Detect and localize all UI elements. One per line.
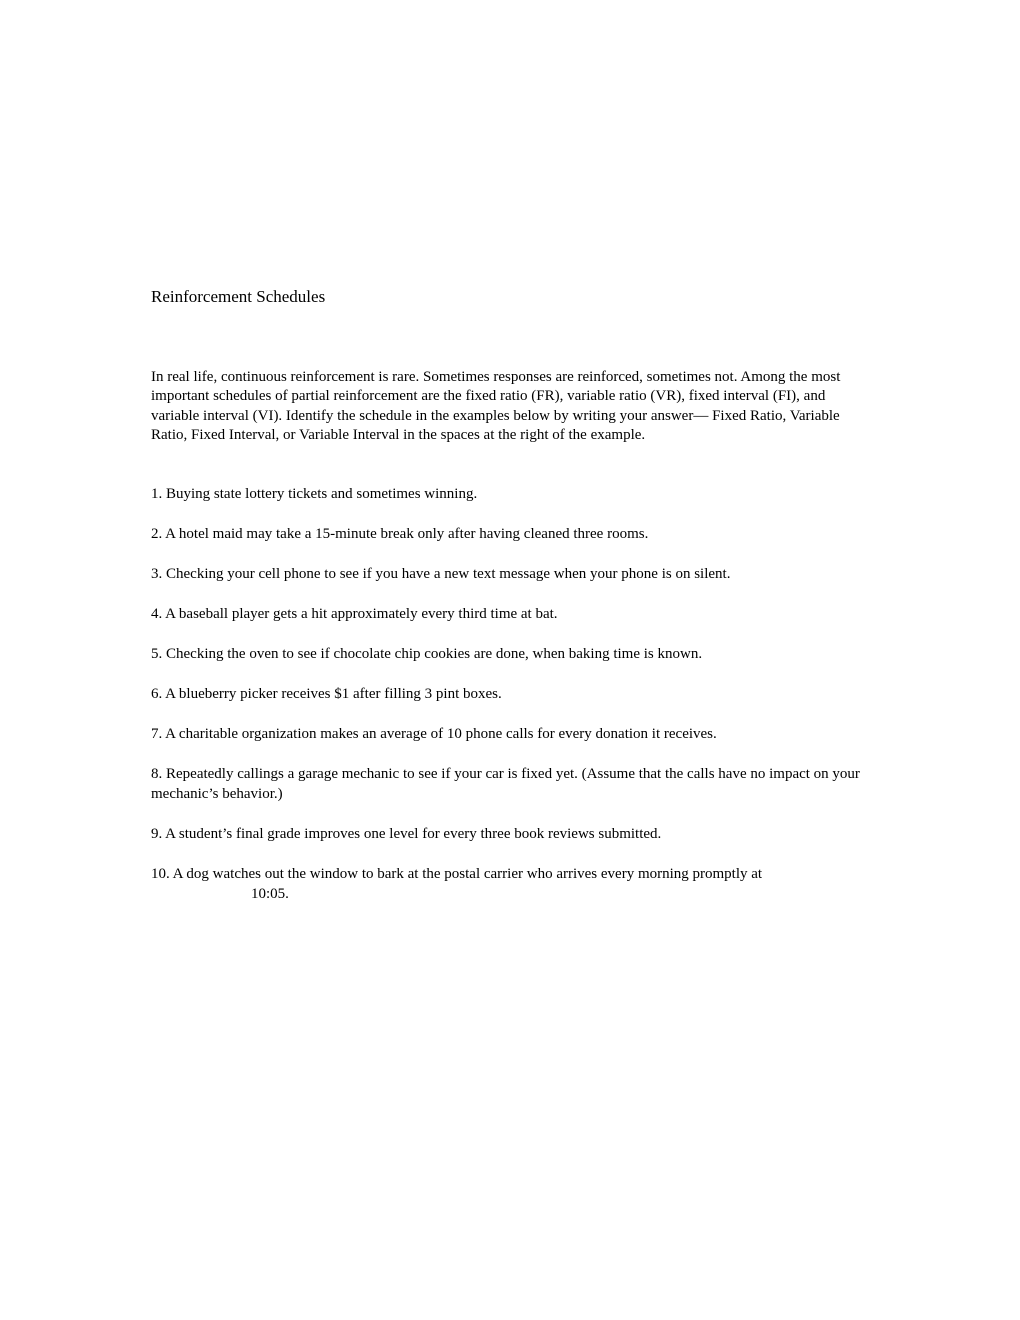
list-item-4: 4. A baseball player gets a hit approximately every third time at bat. bbox=[151, 606, 558, 622]
list-item-1: 1. Buying state lottery tickets and sometimes winning. bbox=[151, 486, 478, 502]
list-item-8: 8. Repeatedly callings a garage mechanic to see if your car is fixed yet. (Assume that the calls have no impact on your mechanic’s behavior.) bbox=[151, 766, 860, 802]
list-item-10 bbox=[151, 864, 871, 904]
list-item-2: 2. A hotel maid may take a 15-minute break only after having cleaned three rooms. bbox=[151, 526, 649, 542]
intro-paragraph: In real life, continuous reinforcement is rare. Sometimes responses are reinforced, sometimes not. Among the most important schedules of partial reinforcement are the fixed ratio (FR), variable ratio (VR), fixed interval (FI), and variable interval (VI). Identify the schedule in the examples below by writing your answer— Fixed Ratio, Variable Ratio, Fixed Interval, or Variable Interval in the spaces at the right of the example. bbox=[151, 369, 841, 443]
list-item-10-text: 10. A dog watches out the window to bark at the postal carrier who arrives every morning promptly at bbox=[151, 866, 763, 882]
list-item-10-continuation: 10:05. bbox=[251, 886, 289, 902]
example-list bbox=[151, 484, 871, 924]
page-title: Reinforcement Schedules bbox=[151, 287, 326, 306]
list-item-9: 9. A student’s final grade improves one level for every three book reviews submitted. bbox=[151, 826, 662, 842]
list-item-7: 7. A charitable organization makes an average of 10 phone calls for every donation it receives. bbox=[151, 726, 717, 742]
list-item-5: 5. Checking the oven to see if chocolate chip cookies are done, when baking time is known. bbox=[151, 646, 703, 662]
list-item-3: 3. Checking your cell phone to see if you have a new text message when your phone is on silent. bbox=[151, 566, 731, 582]
list-item-6: 6. A blueberry picker receives $1 after filling 3 pint boxes. bbox=[151, 686, 502, 702]
